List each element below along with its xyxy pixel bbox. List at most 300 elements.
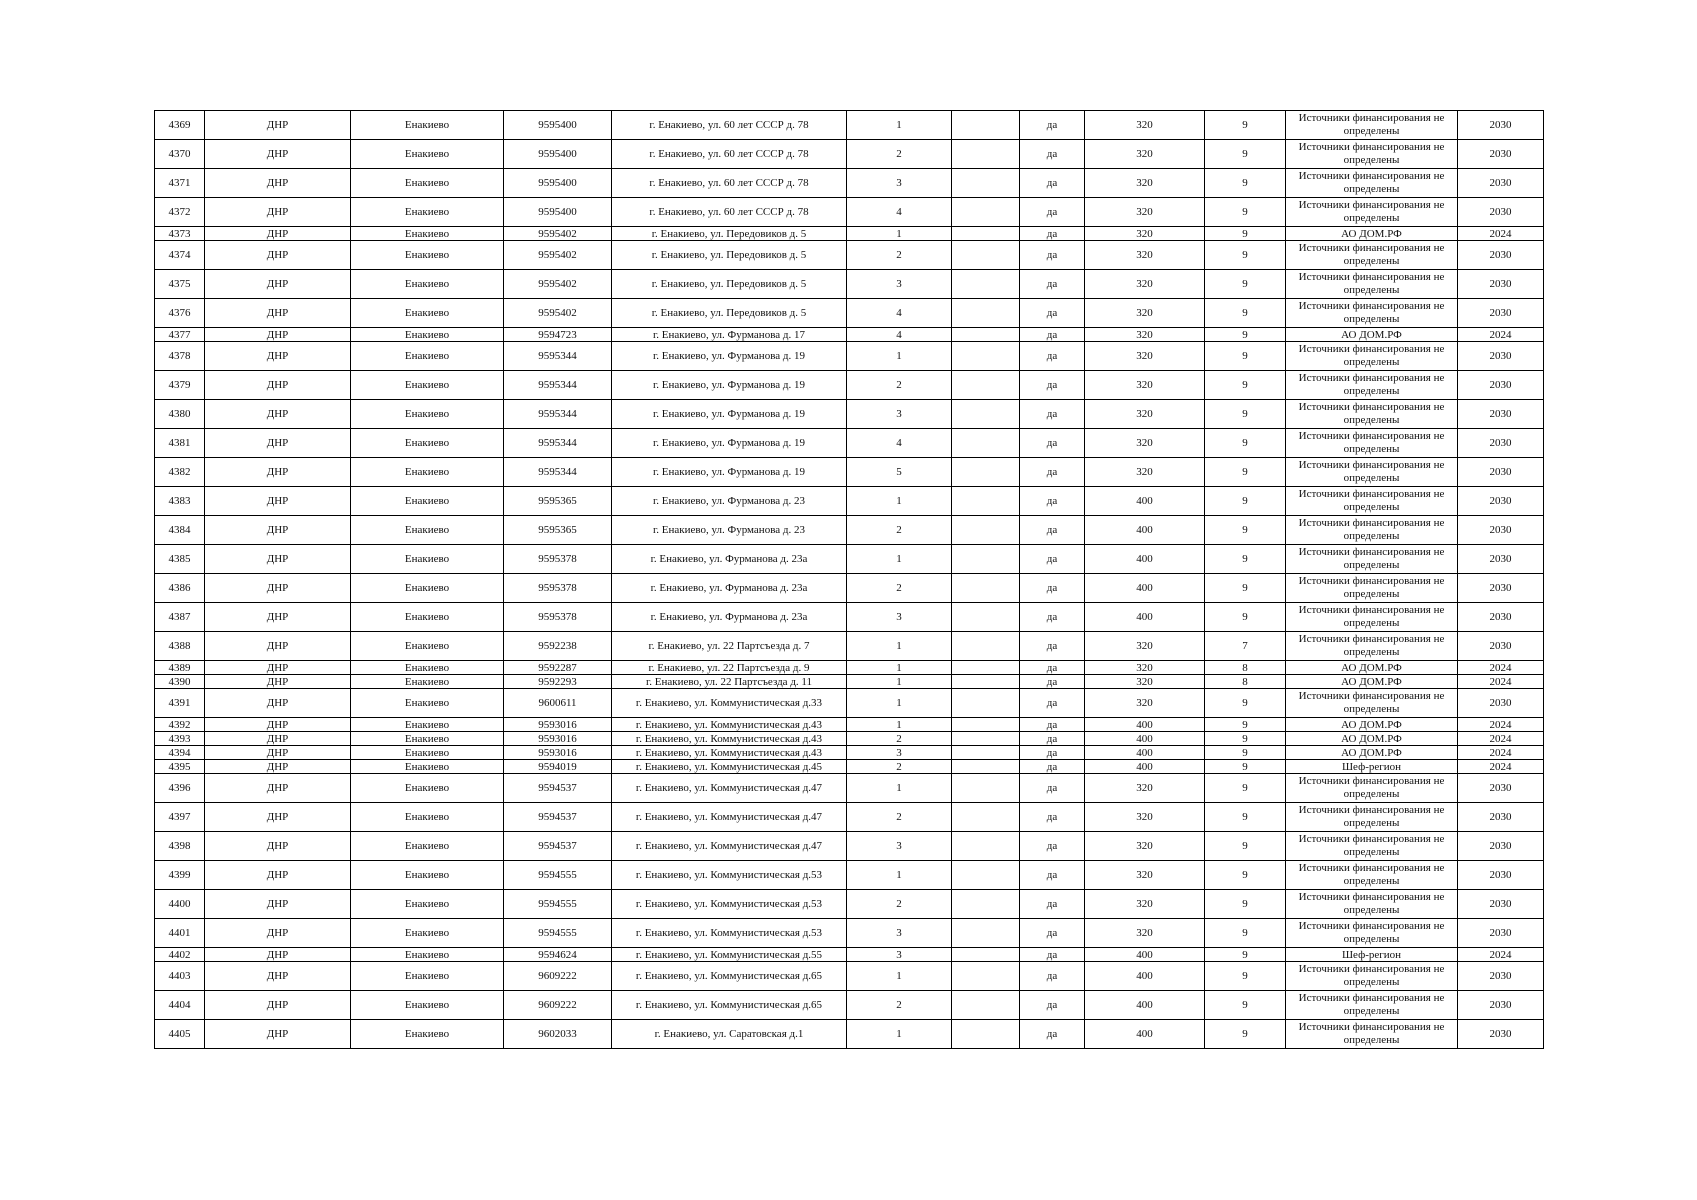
entrance-cell: 1: [847, 774, 952, 803]
flag-cell: да: [1020, 632, 1085, 661]
flag-cell: да: [1020, 111, 1085, 140]
year-cell: 2024: [1458, 760, 1544, 774]
flag-cell: да: [1020, 732, 1085, 746]
floors-cell: 9: [1205, 919, 1286, 948]
floors-cell: 8: [1205, 661, 1286, 675]
row-number-cell: 4402: [155, 948, 205, 962]
region-cell: ДНР: [205, 371, 351, 400]
row-number-cell: 4395: [155, 760, 205, 774]
funding-source-cell: Источники финансирования не определены: [1286, 371, 1458, 400]
entrance-cell: 1: [847, 342, 952, 371]
address-cell: г. Енакиево, ул. Передовиков д. 5: [612, 241, 847, 270]
row-number-cell: 4373: [155, 227, 205, 241]
flag-cell: да: [1020, 890, 1085, 919]
funding-source-cell: Источники финансирования не определены: [1286, 962, 1458, 991]
address-cell: г. Енакиево, ул. Фурманова д. 23а: [612, 603, 847, 632]
value-cell: 320: [1085, 198, 1205, 227]
region-cell: ДНР: [205, 516, 351, 545]
table-row: [155, 689, 1544, 718]
row-number-cell: 4401: [155, 919, 205, 948]
entrance-cell: 5: [847, 458, 952, 487]
blank-cell: [952, 328, 1020, 342]
year-cell: 2030: [1458, 803, 1544, 832]
blank-cell: [952, 675, 1020, 689]
value-cell: 320: [1085, 632, 1205, 661]
row-number-cell: 4379: [155, 371, 205, 400]
building-code-cell: 9594537: [504, 832, 612, 861]
building-code-cell: 9595402: [504, 270, 612, 299]
entrance-cell: 1: [847, 227, 952, 241]
entrance-cell: 2: [847, 991, 952, 1020]
row-number-cell: 4370: [155, 140, 205, 169]
row-number-cell: 4369: [155, 111, 205, 140]
city-cell: Енакиево: [351, 371, 504, 400]
floors-cell: 9: [1205, 803, 1286, 832]
flag-cell: да: [1020, 140, 1085, 169]
entrance-cell: 3: [847, 400, 952, 429]
region-cell: ДНР: [205, 342, 351, 371]
entrance-cell: 1: [847, 487, 952, 516]
building-code-cell: 9595344: [504, 371, 612, 400]
city-cell: Енакиево: [351, 661, 504, 675]
flag-cell: да: [1020, 371, 1085, 400]
building-code-cell: 9592293: [504, 675, 612, 689]
flag-cell: да: [1020, 574, 1085, 603]
city-cell: Енакиево: [351, 198, 504, 227]
year-cell: 2030: [1458, 140, 1544, 169]
table-row: [155, 227, 1544, 241]
blank-cell: [952, 458, 1020, 487]
value-cell: 320: [1085, 111, 1205, 140]
floors-cell: 9: [1205, 328, 1286, 342]
entrance-cell: 4: [847, 299, 952, 328]
entrance-cell: 2: [847, 803, 952, 832]
table-row: [155, 760, 1544, 774]
value-cell: 320: [1085, 661, 1205, 675]
flag-cell: да: [1020, 718, 1085, 732]
row-number-cell: 4384: [155, 516, 205, 545]
flag-cell: да: [1020, 962, 1085, 991]
floors-cell: 9: [1205, 111, 1286, 140]
region-cell: ДНР: [205, 760, 351, 774]
entrance-cell: 2: [847, 371, 952, 400]
floors-cell: 9: [1205, 342, 1286, 371]
region-cell: ДНР: [205, 169, 351, 198]
city-cell: Енакиево: [351, 675, 504, 689]
flag-cell: да: [1020, 458, 1085, 487]
register-table: [154, 110, 1544, 1049]
table-row: [155, 774, 1544, 803]
blank-cell: [952, 516, 1020, 545]
year-cell: 2030: [1458, 458, 1544, 487]
value-cell: 400: [1085, 487, 1205, 516]
city-cell: Енакиево: [351, 227, 504, 241]
row-number-cell: 4387: [155, 603, 205, 632]
row-number-cell: 4390: [155, 675, 205, 689]
city-cell: Енакиево: [351, 803, 504, 832]
value-cell: 400: [1085, 516, 1205, 545]
table-row: [155, 803, 1544, 832]
funding-source-cell: Источники финансирования не определены: [1286, 198, 1458, 227]
value-cell: 320: [1085, 774, 1205, 803]
entrance-cell: 3: [847, 948, 952, 962]
value-cell: 400: [1085, 732, 1205, 746]
address-cell: г. Енакиево, ул. 60 лет СССР д. 78: [612, 140, 847, 169]
funding-source-cell: Источники финансирования не определены: [1286, 689, 1458, 718]
floors-cell: 9: [1205, 774, 1286, 803]
region-cell: ДНР: [205, 832, 351, 861]
funding-source-cell: Источники финансирования не определены: [1286, 632, 1458, 661]
city-cell: Енакиево: [351, 516, 504, 545]
address-cell: г. Енакиево, ул. Фурманова д. 19: [612, 458, 847, 487]
flag-cell: да: [1020, 328, 1085, 342]
funding-source-cell: Источники финансирования не определены: [1286, 603, 1458, 632]
year-cell: 2030: [1458, 371, 1544, 400]
row-number-cell: 4393: [155, 732, 205, 746]
table-row: [155, 169, 1544, 198]
flag-cell: да: [1020, 689, 1085, 718]
row-number-cell: 4388: [155, 632, 205, 661]
floors-cell: 9: [1205, 832, 1286, 861]
building-code-cell: 9609222: [504, 991, 612, 1020]
floors-cell: 9: [1205, 718, 1286, 732]
blank-cell: [952, 991, 1020, 1020]
row-number-cell: 4374: [155, 241, 205, 270]
building-code-cell: 9595378: [504, 545, 612, 574]
funding-source-cell: Источники финансирования не определены: [1286, 774, 1458, 803]
flag-cell: да: [1020, 227, 1085, 241]
address-cell: г. Енакиево, ул. Коммунистическая д.33: [612, 689, 847, 718]
building-code-cell: 9595344: [504, 342, 612, 371]
year-cell: 2024: [1458, 227, 1544, 241]
table-row: [155, 832, 1544, 861]
table-row: [155, 962, 1544, 991]
address-cell: г. Енакиево, ул. Коммунистическая д.47: [612, 832, 847, 861]
city-cell: Енакиево: [351, 241, 504, 270]
row-number-cell: 4389: [155, 661, 205, 675]
year-cell: 2024: [1458, 746, 1544, 760]
building-code-cell: 9595402: [504, 241, 612, 270]
city-cell: Енакиево: [351, 919, 504, 948]
year-cell: 2030: [1458, 919, 1544, 948]
funding-source-cell: Источники финансирования не определены: [1286, 169, 1458, 198]
blank-cell: [952, 299, 1020, 328]
city-cell: Енакиево: [351, 689, 504, 718]
year-cell: 2030: [1458, 241, 1544, 270]
entrance-cell: 2: [847, 890, 952, 919]
flag-cell: да: [1020, 774, 1085, 803]
building-code-cell: 9609222: [504, 962, 612, 991]
region-cell: ДНР: [205, 487, 351, 516]
region-cell: ДНР: [205, 299, 351, 328]
address-cell: г. Енакиево, ул. 60 лет СССР д. 78: [612, 198, 847, 227]
blank-cell: [952, 342, 1020, 371]
row-number-cell: 4404: [155, 991, 205, 1020]
building-code-cell: 9595402: [504, 299, 612, 328]
floors-cell: 9: [1205, 574, 1286, 603]
flag-cell: да: [1020, 746, 1085, 760]
entrance-cell: 2: [847, 516, 952, 545]
year-cell: 2030: [1458, 962, 1544, 991]
entrance-cell: 4: [847, 198, 952, 227]
row-number-cell: 4378: [155, 342, 205, 371]
flag-cell: да: [1020, 299, 1085, 328]
building-code-cell: 9592238: [504, 632, 612, 661]
table-row: [155, 1020, 1544, 1049]
address-cell: г. Енакиево, ул. 22 Партсъезда д. 9: [612, 661, 847, 675]
blank-cell: [952, 803, 1020, 832]
blank-cell: [952, 574, 1020, 603]
floors-cell: 9: [1205, 746, 1286, 760]
year-cell: 2024: [1458, 328, 1544, 342]
blank-cell: [952, 632, 1020, 661]
row-number-cell: 4392: [155, 718, 205, 732]
address-cell: г. Енакиево, ул. Фурманова д. 19: [612, 371, 847, 400]
city-cell: Енакиево: [351, 545, 504, 574]
row-number-cell: 4380: [155, 400, 205, 429]
city-cell: Енакиево: [351, 890, 504, 919]
funding-source-cell: Источники финансирования не определены: [1286, 270, 1458, 299]
city-cell: Енакиево: [351, 991, 504, 1020]
entrance-cell: 1: [847, 718, 952, 732]
flag-cell: да: [1020, 241, 1085, 270]
flag-cell: да: [1020, 198, 1085, 227]
blank-cell: [952, 487, 1020, 516]
floors-cell: 9: [1205, 861, 1286, 890]
year-cell: 2030: [1458, 774, 1544, 803]
region-cell: ДНР: [205, 919, 351, 948]
city-cell: Енакиево: [351, 111, 504, 140]
table-row: [155, 111, 1544, 140]
funding-source-cell: Источники финансирования не определены: [1286, 991, 1458, 1020]
value-cell: 320: [1085, 803, 1205, 832]
region-cell: ДНР: [205, 675, 351, 689]
table-row: [155, 746, 1544, 760]
address-cell: г. Енакиево, ул. Фурманова д. 23а: [612, 545, 847, 574]
address-cell: г. Енакиево, ул. Коммунистическая д.65: [612, 991, 847, 1020]
region-cell: ДНР: [205, 458, 351, 487]
address-cell: г. Енакиево, ул. Передовиков д. 5: [612, 270, 847, 299]
funding-source-cell: АО ДОМ.РФ: [1286, 718, 1458, 732]
building-code-cell: 9595400: [504, 198, 612, 227]
region-cell: ДНР: [205, 140, 351, 169]
entrance-cell: 3: [847, 270, 952, 299]
table-row: [155, 718, 1544, 732]
row-number-cell: 4371: [155, 169, 205, 198]
address-cell: г. Енакиево, ул. Коммунистическая д.43: [612, 718, 847, 732]
table-row: [155, 371, 1544, 400]
region-cell: ДНР: [205, 270, 351, 299]
value-cell: 400: [1085, 760, 1205, 774]
year-cell: 2030: [1458, 111, 1544, 140]
year-cell: 2030: [1458, 689, 1544, 718]
floors-cell: 9: [1205, 487, 1286, 516]
flag-cell: да: [1020, 429, 1085, 458]
blank-cell: [952, 661, 1020, 675]
building-code-cell: 9595344: [504, 458, 612, 487]
year-cell: 2030: [1458, 1020, 1544, 1049]
blank-cell: [952, 774, 1020, 803]
building-code-cell: 9594555: [504, 861, 612, 890]
floors-cell: 9: [1205, 689, 1286, 718]
floors-cell: 9: [1205, 1020, 1286, 1049]
region-cell: ДНР: [205, 732, 351, 746]
address-cell: г. Енакиево, ул. Коммунистическая д.47: [612, 774, 847, 803]
year-cell: 2030: [1458, 574, 1544, 603]
city-cell: Енакиево: [351, 458, 504, 487]
building-code-cell: 9595402: [504, 227, 612, 241]
address-cell: г. Енакиево, ул. Передовиков д. 5: [612, 299, 847, 328]
floors-cell: 7: [1205, 632, 1286, 661]
flag-cell: да: [1020, 832, 1085, 861]
row-number-cell: 4376: [155, 299, 205, 328]
row-number-cell: 4405: [155, 1020, 205, 1049]
year-cell: 2030: [1458, 991, 1544, 1020]
region-cell: ДНР: [205, 746, 351, 760]
row-number-cell: 4381: [155, 429, 205, 458]
funding-source-cell: Источники финансирования не определены: [1286, 861, 1458, 890]
region-cell: ДНР: [205, 1020, 351, 1049]
row-number-cell: 4403: [155, 962, 205, 991]
entrance-cell: 1: [847, 675, 952, 689]
blank-cell: [952, 198, 1020, 227]
entrance-cell: 3: [847, 832, 952, 861]
floors-cell: 9: [1205, 760, 1286, 774]
address-cell: г. Енакиево, ул. 60 лет СССР д. 78: [612, 169, 847, 198]
city-cell: Енакиево: [351, 299, 504, 328]
value-cell: 400: [1085, 962, 1205, 991]
value-cell: 320: [1085, 689, 1205, 718]
city-cell: Енакиево: [351, 732, 504, 746]
table-row: [155, 516, 1544, 545]
floors-cell: 9: [1205, 991, 1286, 1020]
value-cell: 320: [1085, 169, 1205, 198]
funding-source-cell: Источники финансирования не определены: [1286, 429, 1458, 458]
row-number-cell: 4372: [155, 198, 205, 227]
funding-source-cell: Источники финансирования не определены: [1286, 1020, 1458, 1049]
floors-cell: 9: [1205, 270, 1286, 299]
address-cell: г. Енакиево, ул. 22 Партсъезда д. 11: [612, 675, 847, 689]
funding-source-cell: Источники финансирования не определены: [1286, 400, 1458, 429]
flag-cell: да: [1020, 545, 1085, 574]
year-cell: 2030: [1458, 832, 1544, 861]
address-cell: г. Енакиево, ул. Фурманова д. 23а: [612, 574, 847, 603]
table-row: [155, 429, 1544, 458]
flag-cell: да: [1020, 400, 1085, 429]
row-number-cell: 4375: [155, 270, 205, 299]
floors-cell: 9: [1205, 371, 1286, 400]
table-row: [155, 948, 1544, 962]
floors-cell: 9: [1205, 169, 1286, 198]
building-code-cell: 9594537: [504, 803, 612, 832]
address-cell: г. Енакиево, ул. Фурманова д. 23: [612, 516, 847, 545]
address-cell: г. Енакиево, ул. Фурманова д. 19: [612, 429, 847, 458]
region-cell: ДНР: [205, 962, 351, 991]
floors-cell: 9: [1205, 241, 1286, 270]
value-cell: 400: [1085, 746, 1205, 760]
city-cell: Енакиево: [351, 603, 504, 632]
city-cell: Енакиево: [351, 746, 504, 760]
funding-source-cell: Источники финансирования не определены: [1286, 516, 1458, 545]
building-code-cell: 9594555: [504, 890, 612, 919]
city-cell: Енакиево: [351, 948, 504, 962]
address-cell: г. Енакиево, ул. 60 лет СССР д. 78: [612, 111, 847, 140]
blank-cell: [952, 861, 1020, 890]
building-code-cell: 9595365: [504, 487, 612, 516]
region-cell: ДНР: [205, 718, 351, 732]
building-code-cell: 9592287: [504, 661, 612, 675]
row-number-cell: 4391: [155, 689, 205, 718]
table-row: [155, 732, 1544, 746]
blank-cell: [952, 962, 1020, 991]
flag-cell: да: [1020, 919, 1085, 948]
flag-cell: да: [1020, 948, 1085, 962]
region-cell: ДНР: [205, 241, 351, 270]
value-cell: 320: [1085, 675, 1205, 689]
entrance-cell: 2: [847, 732, 952, 746]
blank-cell: [952, 948, 1020, 962]
flag-cell: да: [1020, 270, 1085, 299]
year-cell: 2030: [1458, 487, 1544, 516]
year-cell: 2030: [1458, 198, 1544, 227]
city-cell: Енакиево: [351, 328, 504, 342]
building-code-cell: 9602033: [504, 1020, 612, 1049]
building-code-cell: 9595365: [504, 516, 612, 545]
year-cell: 2030: [1458, 400, 1544, 429]
address-cell: г. Енакиево, ул. Коммунистическая д.43: [612, 746, 847, 760]
blank-cell: [952, 1020, 1020, 1049]
row-number-cell: 4397: [155, 803, 205, 832]
entrance-cell: 2: [847, 574, 952, 603]
year-cell: 2030: [1458, 603, 1544, 632]
city-cell: Енакиево: [351, 718, 504, 732]
floors-cell: 9: [1205, 299, 1286, 328]
funding-source-cell: Источники финансирования не определены: [1286, 832, 1458, 861]
table-row: [155, 861, 1544, 890]
region-cell: ДНР: [205, 991, 351, 1020]
table-row: [155, 270, 1544, 299]
value-cell: 320: [1085, 429, 1205, 458]
region-cell: ДНР: [205, 400, 351, 429]
funding-source-cell: Источники финансирования не определены: [1286, 458, 1458, 487]
blank-cell: [952, 371, 1020, 400]
entrance-cell: 1: [847, 111, 952, 140]
row-number-cell: 4385: [155, 545, 205, 574]
address-cell: г. Енакиево, ул. Фурманова д. 19: [612, 400, 847, 429]
floors-cell: 9: [1205, 890, 1286, 919]
city-cell: Енакиево: [351, 861, 504, 890]
year-cell: 2030: [1458, 299, 1544, 328]
value-cell: 320: [1085, 371, 1205, 400]
region-cell: ДНР: [205, 574, 351, 603]
address-cell: г. Енакиево, ул. Коммунистическая д.55: [612, 948, 847, 962]
building-code-cell: 9594537: [504, 774, 612, 803]
entrance-cell: 2: [847, 760, 952, 774]
floors-cell: 9: [1205, 516, 1286, 545]
funding-source-cell: Источники финансирования не определены: [1286, 919, 1458, 948]
funding-source-cell: Источники финансирования не определены: [1286, 545, 1458, 574]
value-cell: 400: [1085, 574, 1205, 603]
value-cell: 320: [1085, 342, 1205, 371]
building-code-cell: 9594555: [504, 919, 612, 948]
year-cell: 2024: [1458, 675, 1544, 689]
entrance-cell: 1: [847, 545, 952, 574]
year-cell: 2030: [1458, 270, 1544, 299]
building-code-cell: 9595400: [504, 169, 612, 198]
value-cell: 320: [1085, 400, 1205, 429]
year-cell: 2030: [1458, 545, 1544, 574]
floors-cell: 9: [1205, 732, 1286, 746]
